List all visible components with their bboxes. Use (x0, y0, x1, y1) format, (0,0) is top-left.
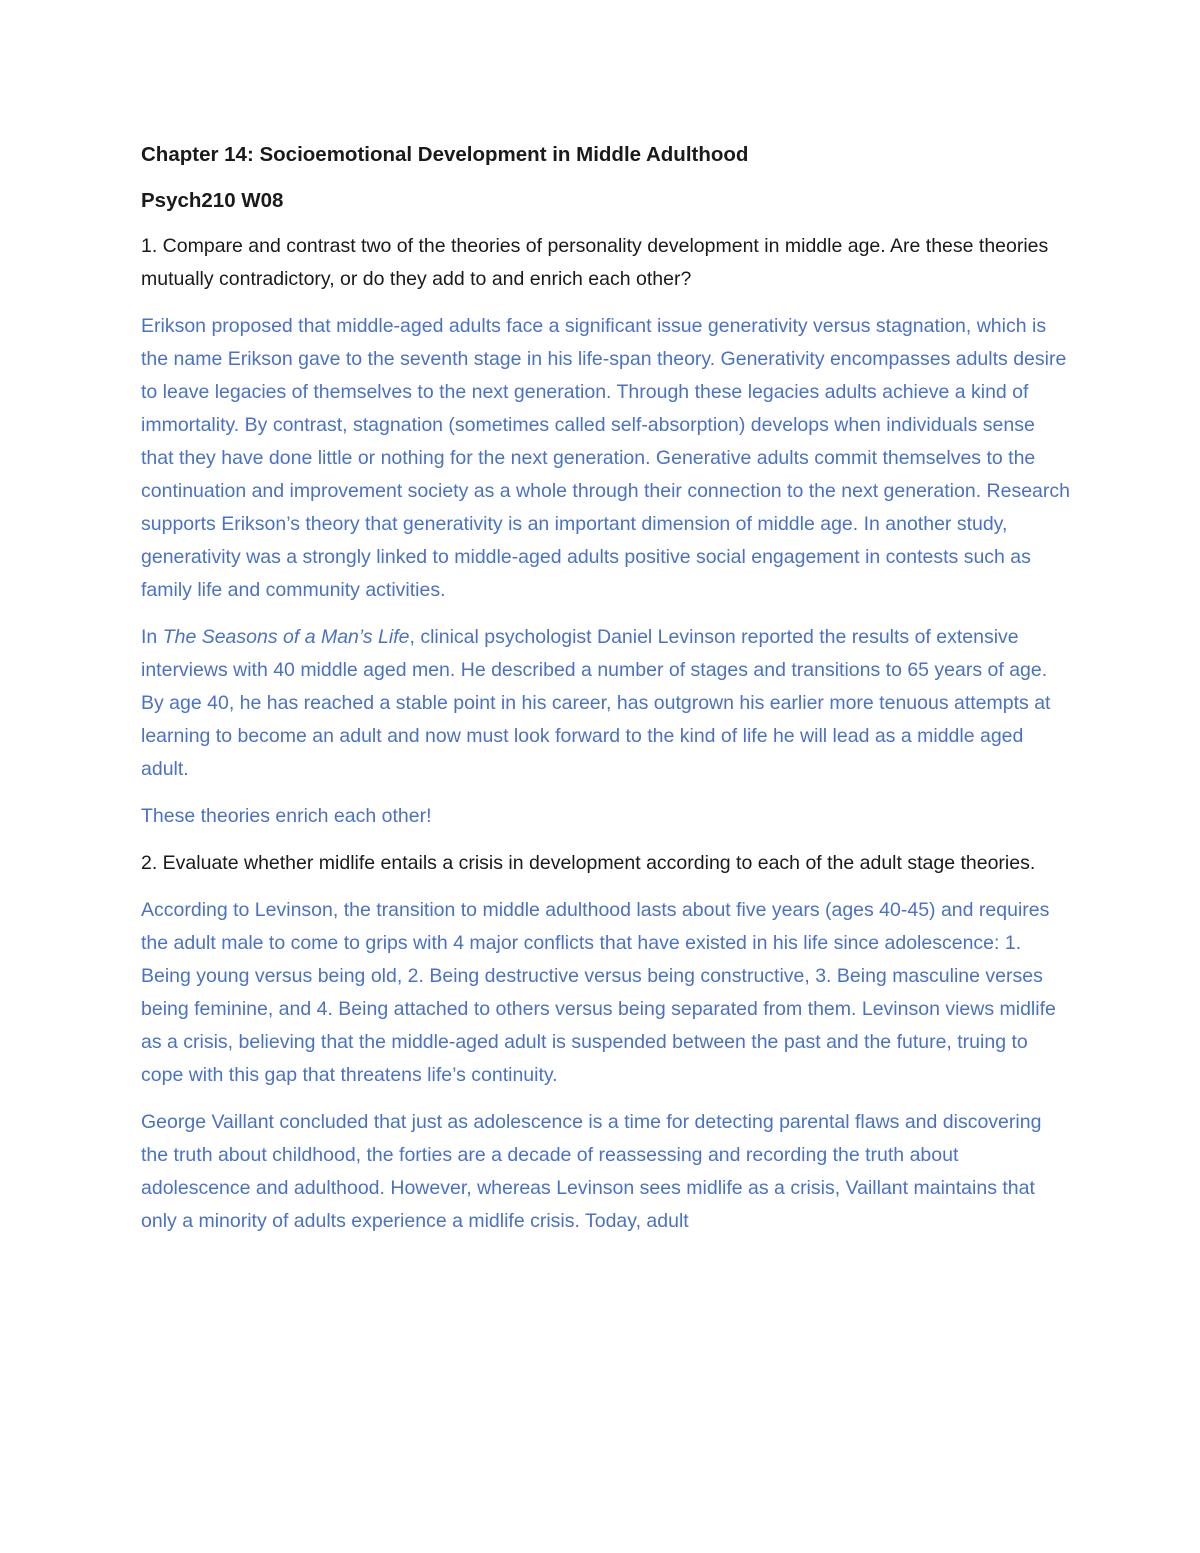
answer-1-erikson: Erikson proposed that middle-aged adults face a significant issue generativity versus stagnation, which is the name Erikson gave to the seventh stage in his life-span theory. Generativity encompasses adults desire to leave legacies of themselves to the next generation. Through these legacies adults achieve a kind of immortality. By contrast, stagnation (sometimes called self-absorption) develops when individuals sense that they have done little or nothing for the next generation. Generative adults commit themselves to the continuation and improvement society as a whole through their connection to the next generation. Research supports Erikson’s theory that generativity is an important dimension of middle age. In another study, generativity was a strongly linked to middle-aged adults positive social engagement in contests such as family life and community activities. (141, 315, 1070, 601)
question-1: 1. Compare and contrast two of the theories of personality development in middle age. Are these theories mutually contradictory, or do they add to and enrich each other? (141, 235, 1049, 290)
document-body (141, 138, 1071, 1252)
answer-1-levinson (141, 621, 1071, 786)
question-2: 2. Evaluate whether midlife entails a crisis in development according to each of the adult stage theories. (141, 852, 1036, 874)
book-title: The Seasons of a Man’s Life (162, 626, 410, 648)
answer-1-levinson-text: , clinical psychologist Daniel Levinson reported the results of extensive interviews with 40 middle aged men. He described a number of stages and transitions to 65 years of age. By age 40, he has reached a stable point in his career, has outgrown his earlier more tenuous attempts at learning to become an adult and now must look forward to the kind of life he will lead as a middle aged adult. (141, 626, 1051, 780)
answer-2-vaillant: George Vaillant concluded that just as adolescence is a time for detecting parental flaws and discovering the truth about childhood, the forties are a decade of reassessing and recording the truth about adolescence and adulthood. However, whereas Levinson sees midlife as a crisis, Vaillant maintains that only a minority of adults experience a midlife crisis. Today, adult (141, 1111, 1042, 1232)
answer-2-levinson: According to Levinson, the transition to middle adulthood lasts about five years (ages 40-45) and requires the adult male to come to grips with 4 major conflicts that have existed in his life since adolescence: 1. Being young versus being old, 2. Being destructive versus being constructive, 3. Being masculine verses being feminine, and 4. Being attached to others versus being separated from them. Levinson views midlife as a crisis, believing that the middle-aged adult is suspended between the past and the future, truing to cope with this gap that threatens life’s continuity. (141, 899, 1056, 1086)
chapter-title: Chapter 14: Socioemotional Development in Middle Adulthood (141, 143, 749, 166)
answer-1-conclusion: These theories enrich each other! (141, 805, 432, 827)
answer-1-levinson-prefix: In (141, 626, 163, 648)
course-code: Psych210 W08 (141, 189, 284, 212)
